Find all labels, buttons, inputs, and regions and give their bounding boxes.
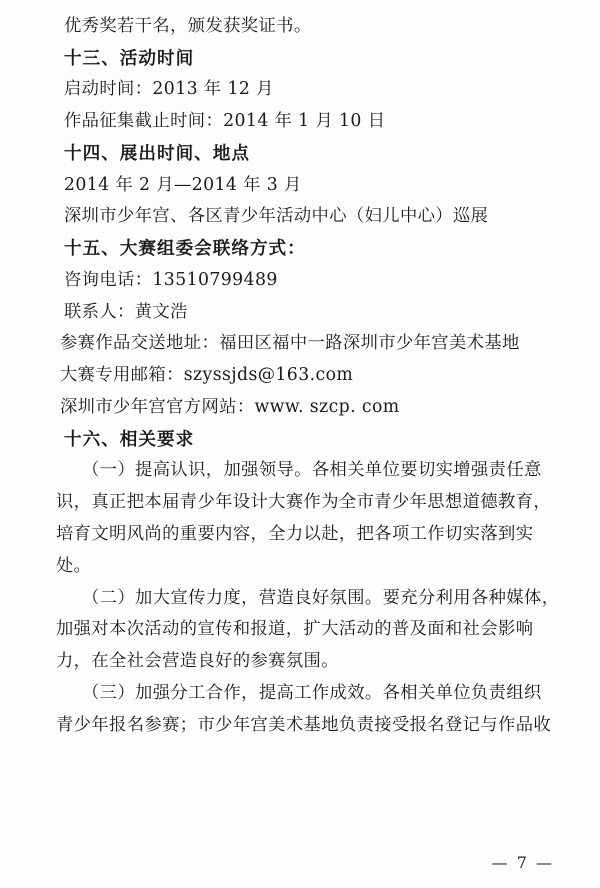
body-line: 2014 年 2 月—2014 年 3 月 — [64, 174, 302, 195]
section-heading: 十五、大赛组委会联络方式： — [64, 238, 306, 260]
body-line: 作品征集截止时间：2014 年 1 月 10 日 — [64, 111, 386, 132]
document-body — [56, 16, 560, 735]
body-line: 识，真正把本届青少年设计大赛作为全市青少年思想道德教育， — [56, 492, 552, 513]
body-line: （一）提高认识，加强领导。各相关单位要切实增强责任意 — [82, 460, 542, 481]
body-line: 处。 — [56, 555, 92, 576]
body-line: 力，在全社会营造良好的参赛氛围。 — [56, 651, 339, 672]
section-heading: 十四、展出时间、地点 — [64, 142, 250, 164]
page-number: — 7 — — [491, 853, 554, 872]
body-line: 启动时间：2013 年 12 月 — [64, 79, 274, 100]
body-line: 优秀奖若干名，颁发获奖证书。 — [64, 16, 312, 36]
body-line: 加强对本次活动的宣传和报道，扩大活动的普及面和社会影响 — [56, 619, 534, 640]
body-line: 联系人：黄文浩 — [64, 301, 188, 322]
body-line: 培育文明风尚的重要内容，全力以赴，把各项工作切实落到实 — [56, 523, 534, 544]
body-line: （三）加强分工合作，提高工作成效。各相关单位负责组织 — [82, 682, 542, 703]
body-line: 深圳市少年宫、各区青少年活动中心（妇儿中心）巡展 — [64, 206, 489, 227]
section-heading: 十六、相关要求 — [64, 428, 195, 450]
section-heading: 十三、活动时间 — [64, 47, 195, 69]
body-line: 咨询电话：13510799489 — [64, 269, 278, 290]
body-line: （二）加大宣传力度，营造良好氛围。要充分利用各种媒体， — [82, 587, 560, 608]
body-line: 深圳市少年宫官方网站：www. szcp. com — [60, 396, 400, 417]
body-line: 大赛专用邮箱：szyssjds@163.com — [60, 365, 354, 386]
body-line: 青少年报名参赛；市少年宫美术基地负责接受报名登记与作品收 — [56, 714, 552, 735]
body-line: 参赛作品交送地址：福田区福中一路深圳市少年宫美术基地 — [60, 333, 520, 354]
